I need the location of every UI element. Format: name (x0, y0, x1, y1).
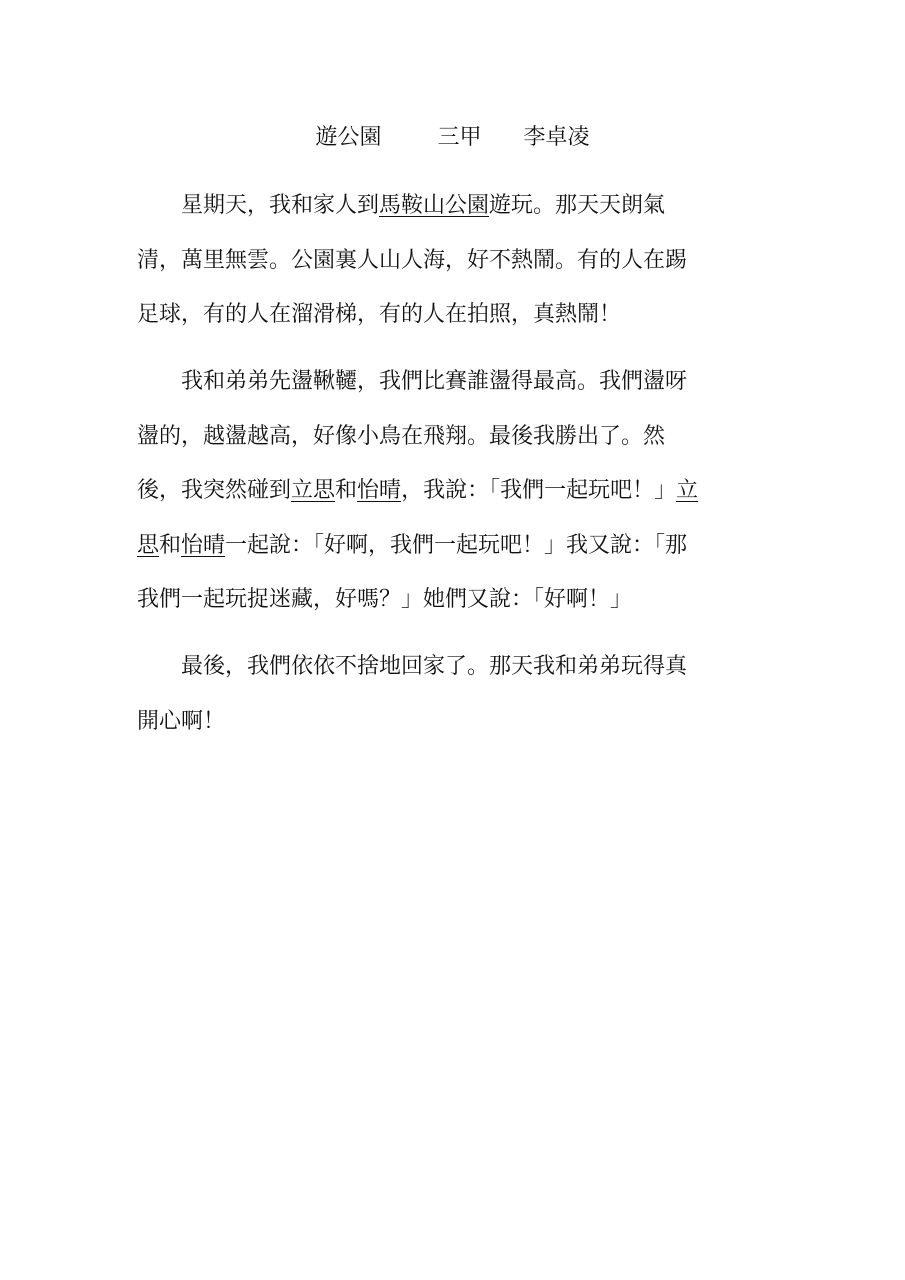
person-name: 怡晴 (357, 478, 402, 503)
paragraph-2-line-1: 我和弟弟先盪鞦韆，我們比賽誰盪得最高。我們盪呀 (137, 369, 688, 394)
text-run: 和 (335, 478, 358, 503)
place-name: 馬鞍山公園 (379, 193, 490, 218)
paragraph-2-line-4 (137, 530, 687, 562)
paragraph-1-line-2: 清，萬里無雲。公園裏人山人海，好不熱鬧。有的人在踢 (137, 248, 688, 273)
paragraph-2-line-5: 我們一起玩捉迷藏，好嗎？」她們又說：「好啊！」 (137, 587, 633, 612)
essay-title: 遊公園 (315, 125, 382, 150)
text-run: 一起說：「好啊，我們一起玩吧！」我又說：「那 (225, 533, 688, 558)
text-run: 後，我突然碰到 (137, 478, 292, 503)
paragraph-1-line-3: 足球，有的人在溜滑梯，有的人在拍照，真熱鬧！ (137, 302, 622, 327)
paragraph-2-line-2: 盪的，越盪越高，好像小鳥在飛翔。最後我勝出了。然 (137, 424, 666, 449)
paragraph-3-line-2: 開心啊！ (137, 709, 226, 734)
paragraph-2-line-3 (137, 475, 698, 507)
text-run: ，我說：「我們一起玩吧！」 (401, 478, 677, 503)
person-name: 立思 (291, 478, 336, 503)
paragraph-1-line-1 (137, 190, 665, 222)
paragraph-3-line-1: 最後，我們依依不捨地回家了。那天我和弟弟玩得真 (137, 654, 688, 679)
essay-heading (0, 122, 905, 154)
person-name-part: 立 (676, 478, 699, 503)
text-run: 遊玩。那天天朗氣 (489, 193, 666, 218)
person-name-part: 思 (137, 533, 160, 558)
essay-author: 李卓凌 (523, 125, 590, 150)
text-run: 和 (159, 533, 182, 558)
text-run: 星期天，我和家人到 (137, 193, 380, 218)
essay-class: 三甲 (437, 125, 482, 150)
person-name: 怡晴 (181, 533, 226, 558)
